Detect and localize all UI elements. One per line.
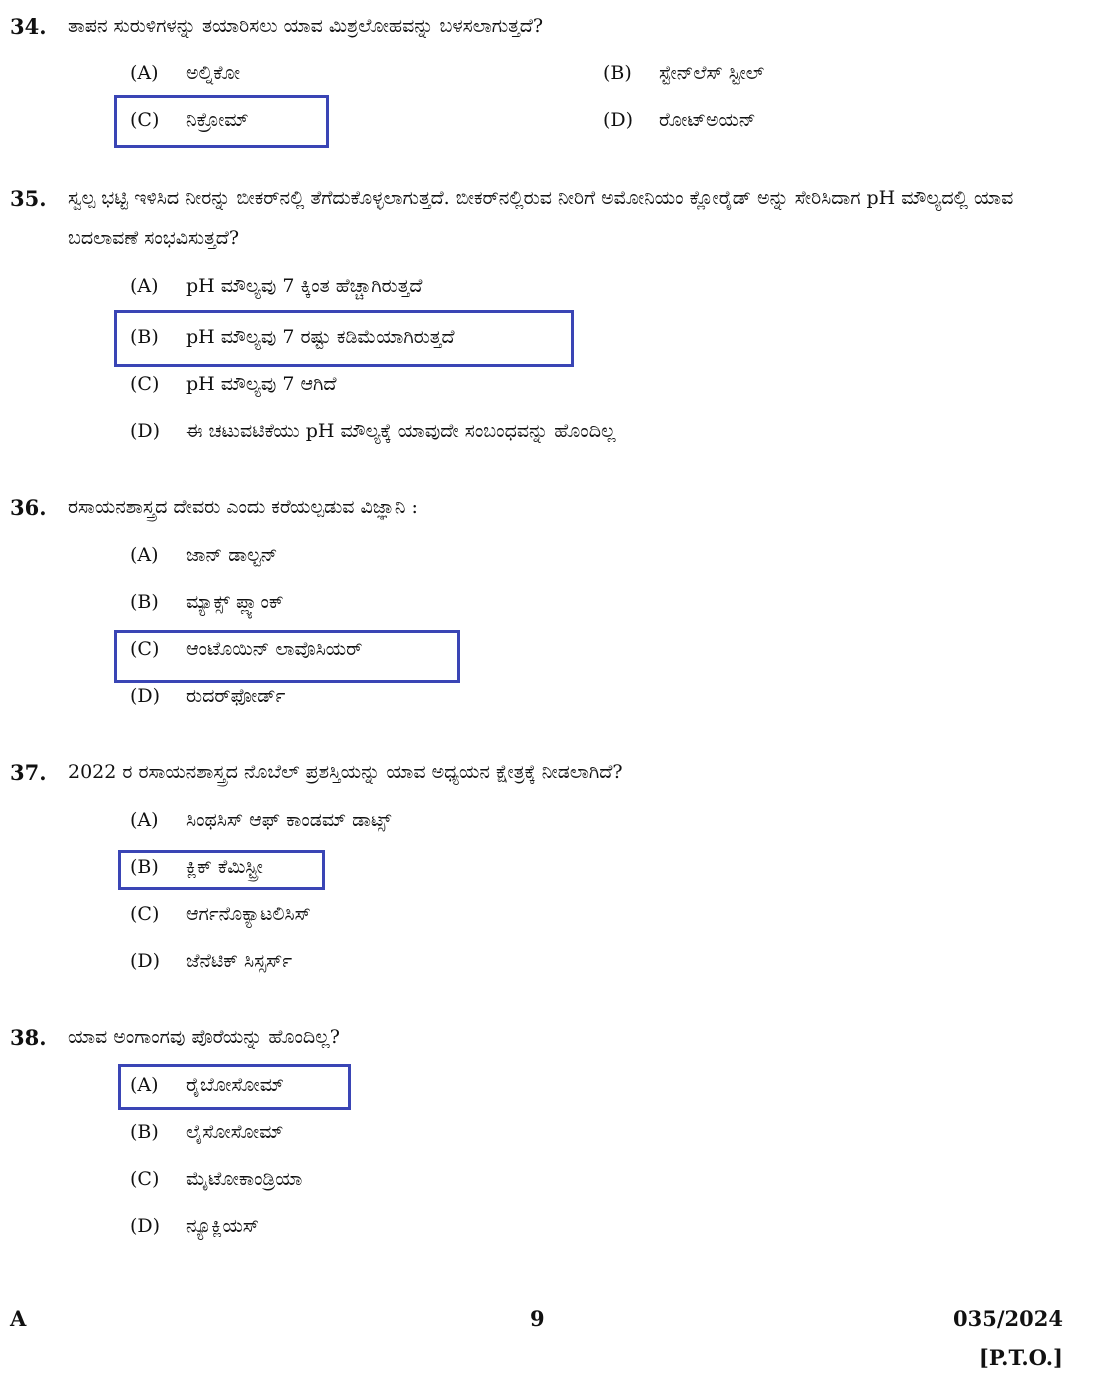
option-text: ಆರ್ಗನೊಕ್ಯಾಟಲಿಸಿಸ್ <box>186 903 311 925</box>
option-label: (D) <box>130 1215 161 1237</box>
option-label: (B) <box>130 591 159 613</box>
option-label: (C) <box>130 638 160 660</box>
option-b <box>130 591 284 613</box>
paper-code: 035/2024 <box>953 1306 1063 1331</box>
option-label: (C) <box>130 373 160 395</box>
option-d <box>130 1215 259 1237</box>
option-b <box>130 1121 283 1143</box>
question-text: ಸ್ವಲ್ಪ ಭಟ್ಟಿ ಇಳಿಸಿದ ನೀರನ್ನು ಬೀಕರ್‌ನಲ್ಲಿ ತೆಗೆದುಕೊಳ್ಳಲಾಗುತ್ತದೆ. ಬೀಕರ್‌ನಲ್ಲಿರುವ ನೀರಿಗೆ ಅಮೋನಿಯಂ ಕ್ಲೋರೈಡ್ ಅನ್ನು ಸೇರಿಸಿದಾಗ pH ಮೌಲ್ಯದಲ್ಲಿ ಯಾವ ಬದಲಾವಣೆ ಸಂಭವಿಸುತ್ತದೆ? <box>68 187 1014 249</box>
option-label: (B) <box>130 856 159 878</box>
option-label: (D) <box>603 109 634 131</box>
option-d <box>130 685 285 707</box>
option-text: ಮ್ಯಾಕ್ಸ್ ಪ್ಲ್ಯಾಂಕ್ <box>186 591 284 613</box>
question-text: 2022 ರ ರಸಾಯನಶಾಸ್ತ್ರದ ನೊಬೆಲ್ ಪ್ರಶಸ್ತಿಯನ್ನು ಯಾವ ಅಧ್ಯಯನ ಕ್ಷೇತ್ರಕ್ಕೆ ನೀಡಲಾಗಿದೆ? <box>68 761 623 783</box>
option-a <box>130 275 422 297</box>
question-text: ತಾಪನ ಸುರುಳಿಗಳನ್ನು ತಯಾರಿಸಲು ಯಾವ ಮಿಶ್ರಲೋಹವನ್ನು ಬಳಸಲಾಗುತ್ತದೆ? <box>68 15 544 37</box>
option-label: (D) <box>130 420 161 442</box>
option-label: (B) <box>130 326 159 348</box>
option-text: ಲೈಸೋಸೋಮ್ <box>186 1121 284 1143</box>
option-text: ಜಾನ್ ಡಾಲ್ಟನ್ <box>186 544 278 566</box>
question-number: 37. <box>10 760 47 785</box>
series-code: A <box>10 1306 27 1331</box>
option-c <box>130 638 362 660</box>
option-text: ಅಲ್ನಿಕೋ <box>186 62 241 84</box>
question-number: 35. <box>10 186 47 211</box>
option-label: (A) <box>130 544 159 566</box>
option-a <box>130 544 277 566</box>
option-d <box>130 420 616 442</box>
option-text: ರೋಟ್‌ಅಯನ್ <box>659 109 756 131</box>
option-text: ಜೆನೆಟಿಕ್ ಸಿಸ್ಸರ್ಸ್ <box>186 950 293 972</box>
option-a <box>130 62 240 84</box>
option-text: ಮೈಟೋಕಾಂಡ್ರಿಯಾ <box>186 1168 303 1190</box>
question-text: ಯಾವ ಅಂಗಾಂಗವು ಪೊರೆಯನ್ನು ಹೊಂದಿಲ್ಲ? <box>68 1026 340 1048</box>
option-label: (C) <box>130 1168 160 1190</box>
question-number: 38. <box>10 1025 47 1050</box>
question-number: 36. <box>10 495 47 520</box>
option-label: (A) <box>130 62 159 84</box>
option-text: pH ಮೌಲ್ಯವು 7 ರಷ್ಟು ಕಡಿಮೆಯಾಗಿರುತ್ತದೆ <box>186 326 455 348</box>
option-c <box>130 373 336 395</box>
option-text: ಈ ಚಟುವಟಿಕೆಯು pH ಮೌಲ್ಯಕ್ಕೆ ಯಾವುದೇ ಸಂಬಂಧವನ್ನು ಹೊಂದಿಲ್ಲ <box>186 420 616 442</box>
option-d <box>603 109 756 131</box>
option-b <box>603 62 764 84</box>
option-label: (D) <box>130 950 161 972</box>
option-text: ರುದರ್‌ಫೋರ್ಡ್ <box>186 685 286 707</box>
option-label: (A) <box>130 1074 159 1096</box>
option-text: ಆಂಟೊಯಿನ್ ಲಾವೊಸಿಯರ್ <box>186 638 363 660</box>
option-c <box>130 1168 302 1190</box>
option-label: (C) <box>130 109 160 131</box>
option-text: ನ್ಯೂಕ್ಲಿಯಸ್ <box>186 1215 260 1237</box>
option-b <box>130 856 263 878</box>
question-number: 34. <box>10 14 47 39</box>
option-c <box>130 903 311 925</box>
option-text: pH ಮೌಲ್ಯವು 7 ಕ್ಕಿಂತ ಹೆಚ್ಚಾಗಿರುತ್ತದೆ <box>186 275 423 297</box>
option-a <box>130 809 391 831</box>
page-number: 9 <box>530 1306 545 1331</box>
option-label: (B) <box>603 62 632 84</box>
option-label: (A) <box>130 275 159 297</box>
option-label: (A) <box>130 809 159 831</box>
question-text: ರಸಾಯನಶಾಸ್ತ್ರದ ದೇವರು ಎಂದು ಕರೆಯಲ್ಪಡುವ ವಿಜ್ಞಾನಿ : <box>68 496 418 518</box>
please-turn-over: [P.T.O.] <box>978 1345 1063 1370</box>
option-text: ಕ್ಲಿಕ್ ಕೆಮಿಸ್ಟ್ರೀ <box>186 856 263 878</box>
option-text: ರೈಬೋಸೋಮ್ <box>186 1074 285 1096</box>
option-c <box>130 109 249 131</box>
option-text: ಸ್ಟೇನ್‌ಲೆಸ್ ಸ್ಟೀಲ್ <box>659 62 765 84</box>
option-text: ಸಿಂಥಸಿಸ್ ಆಫ್ ಕಾಂಡಮ್ ಡಾಟ್ಸ್ <box>186 809 392 831</box>
option-text: pH ಮೌಲ್ಯವು 7 ಆಗಿದೆ <box>186 373 337 395</box>
option-label: (C) <box>130 903 160 925</box>
option-text: ನಿಕ್ರೋಮ್ <box>186 109 249 131</box>
option-b <box>130 326 455 348</box>
option-label: (D) <box>130 685 161 707</box>
option-d <box>130 950 292 972</box>
option-label: (B) <box>130 1121 159 1143</box>
option-a <box>130 1074 284 1096</box>
